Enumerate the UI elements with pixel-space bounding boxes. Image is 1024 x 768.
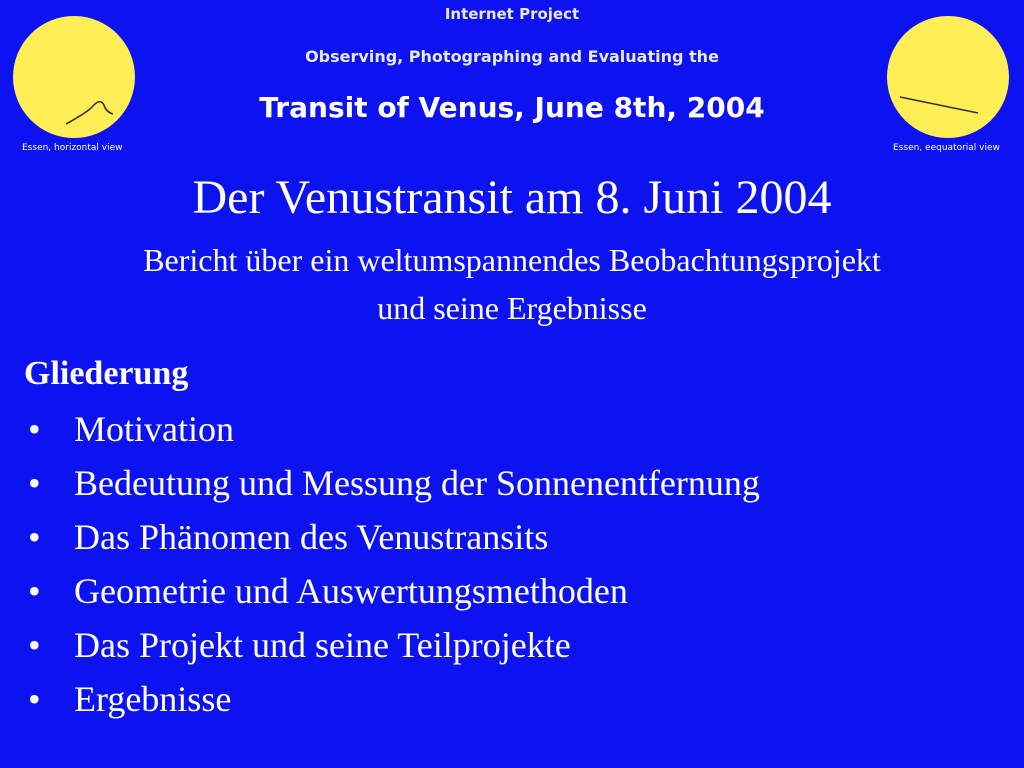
subtitle-line: und seine Ergebnisse bbox=[377, 290, 647, 326]
outline-item-text: Bedeutung und Messung der Sonnenentfernung bbox=[74, 463, 760, 503]
left-image-caption: Essen, horizontal view bbox=[22, 143, 123, 153]
outline-item bbox=[24, 402, 760, 456]
outline-item bbox=[24, 618, 760, 672]
banner-subtitle: Observing, Photographing and Evaluating the bbox=[305, 47, 719, 66]
sun-disc-icon bbox=[0, 2, 150, 152]
slide-title: Der Venustransit am 8. Juni 2004 bbox=[192, 171, 832, 224]
outline-item-text: Das Phänomen des Venustransits bbox=[74, 517, 549, 557]
slide-subtitle bbox=[40, 236, 984, 332]
sun-disc-icon bbox=[880, 2, 1024, 152]
outline-item bbox=[24, 564, 760, 618]
bullet-icon: • bbox=[28, 679, 41, 719]
banner-title: Transit of Venus, June 8th, 2004 bbox=[259, 91, 765, 124]
outline-item-text: Geometrie und Auswertungsmethoden bbox=[74, 571, 628, 611]
bullet-icon: • bbox=[28, 409, 41, 449]
bullet-icon: • bbox=[28, 463, 41, 503]
outline-heading: Gliederung bbox=[24, 355, 189, 392]
sun-equatorial-view-image bbox=[880, 2, 1024, 152]
outline-item bbox=[24, 672, 760, 726]
banner-project-label: Internet Project bbox=[444, 5, 580, 23]
outline-item-text: Ergebnisse bbox=[74, 679, 232, 719]
bullet-icon: • bbox=[28, 571, 41, 611]
outline-item bbox=[24, 456, 760, 510]
bullet-icon: • bbox=[28, 517, 41, 557]
bullet-icon: • bbox=[28, 625, 41, 665]
outline-item bbox=[24, 510, 760, 564]
sun-horizontal-view-image bbox=[0, 2, 150, 152]
outline-item-text: Motivation bbox=[74, 409, 234, 449]
outline-list bbox=[24, 402, 760, 726]
subtitle-line: Bericht über ein weltumspannendes Beobachtungsprojekt bbox=[143, 242, 881, 278]
right-image-caption: Essen, eequatorial view bbox=[893, 143, 1000, 153]
outline-item-text: Das Projekt und seine Teilprojekte bbox=[74, 625, 571, 665]
